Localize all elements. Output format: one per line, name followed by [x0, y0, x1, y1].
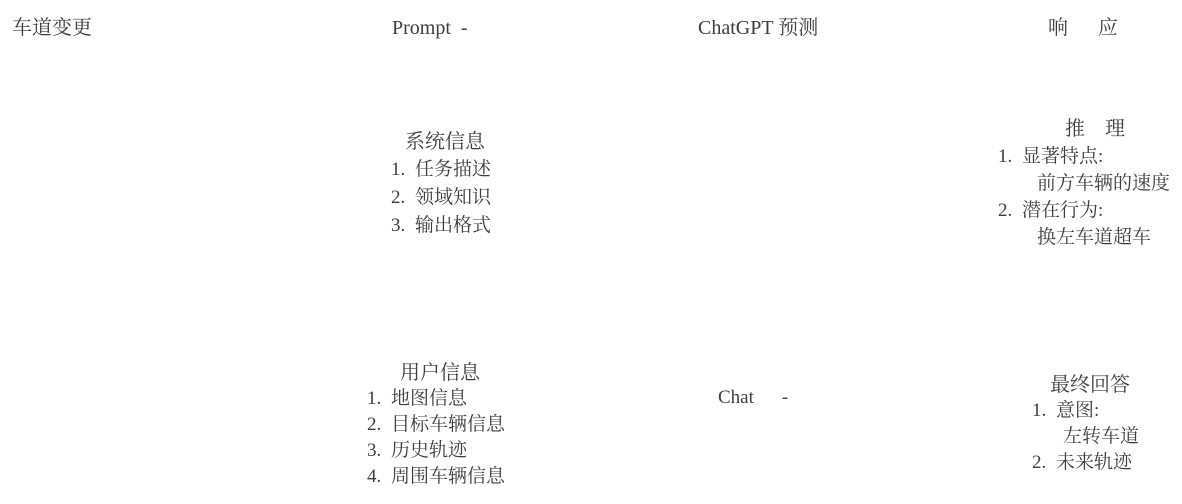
scenario-title: 车道变更	[12, 17, 92, 39]
list-item	[367, 386, 505, 412]
item-text: 任务描述	[415, 159, 492, 180]
item-number: 2.	[998, 200, 1013, 221]
item-text: 历史轨迹	[391, 440, 468, 461]
item-text: 目标车辆信息	[391, 414, 506, 435]
item-number: 2.	[391, 187, 406, 208]
list-item	[1032, 398, 1139, 424]
chat-dash: -	[781, 387, 789, 408]
reasoning-title: 推 理	[1065, 118, 1125, 140]
item-text: 未来轨迹	[1056, 452, 1133, 473]
user-info-title: 用户信息	[400, 362, 480, 384]
item-number: 2.	[1032, 452, 1047, 473]
item-number: 1.	[391, 159, 406, 180]
response-column-header: 响 应	[1048, 17, 1123, 39]
item-number: 1.	[367, 388, 382, 409]
item-number: 4.	[367, 466, 382, 487]
item-number: 1.	[1032, 400, 1047, 421]
list-subitem	[998, 170, 1170, 197]
item-text: 左转车道	[1063, 426, 1140, 447]
list-item	[391, 212, 491, 240]
item-text: 领域知识	[415, 187, 492, 208]
final-answer-block	[1032, 372, 1139, 476]
item-number: 3.	[391, 215, 406, 236]
list-subitem	[1032, 424, 1139, 450]
system-info-title: 系统信息	[405, 131, 485, 153]
item-text: 显著特点:	[1022, 146, 1104, 167]
prompt-column-header	[392, 16, 468, 40]
item-text: 周围车辆信息	[391, 466, 506, 487]
system-info-block	[391, 128, 491, 240]
item-number: 3.	[367, 440, 382, 461]
item-number: 1.	[998, 146, 1013, 167]
list-item	[367, 464, 505, 490]
item-text: 前方车辆的速度	[1037, 173, 1171, 194]
prompt-label: Prompt	[392, 17, 451, 39]
item-text: 意图:	[1056, 400, 1100, 421]
prompt-dash: -	[460, 17, 468, 39]
item-number: 2.	[367, 414, 382, 435]
list-item	[391, 184, 491, 212]
list-subitem	[998, 224, 1170, 251]
list-item	[998, 197, 1170, 224]
item-text: 输出格式	[415, 215, 492, 236]
list-item	[367, 412, 505, 438]
item-text: 潜在行为:	[1022, 200, 1104, 221]
item-text: 地图信息	[391, 388, 468, 409]
chat-label-group	[718, 386, 788, 410]
final-answer-title: 最终回答	[1050, 374, 1130, 396]
list-item	[998, 143, 1170, 170]
list-item	[1032, 450, 1139, 476]
item-text: 换左车道超车	[1037, 227, 1152, 248]
reasoning-block	[998, 116, 1170, 251]
chatgpt-prediction-header: ChatGPT 预测	[698, 17, 819, 39]
chat-label: Chat	[718, 387, 754, 408]
list-item	[367, 438, 505, 464]
list-item	[391, 156, 491, 184]
user-info-block	[367, 360, 505, 490]
